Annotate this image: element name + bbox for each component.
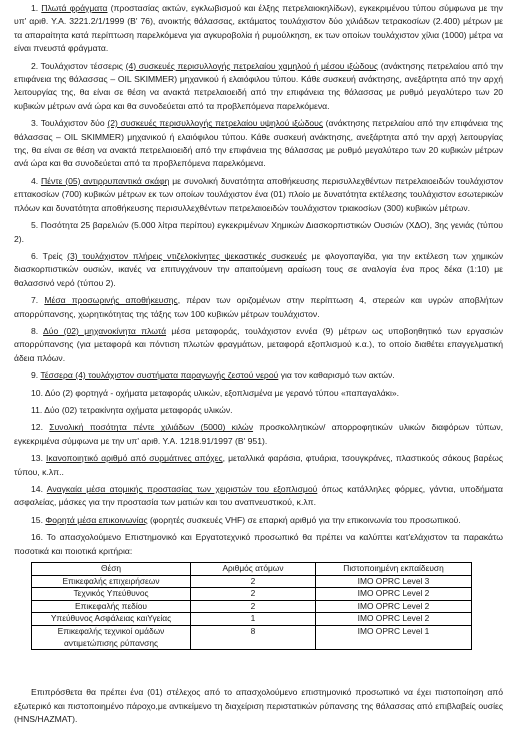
table-cell: 8 [191, 626, 316, 650]
list-item: 5. Ποσότητα 25 βαρελιών (5.000 λίτρα περίπου) εγκεκριμένων Χημικών Διασκορπιστικών Ουσιών (ΧΔΟ), 3ης γενιάς (τύπου 2). [14, 220, 503, 244]
column-header-count: Αριθμός ατόμων [191, 563, 316, 576]
requirements-list [14, 2, 503, 558]
item-text: (προστασίας ακτών, εγκλωβισμού και έλξης πετρελαιοκηλίδων), εγκεκριμένου τύπου σύμφωνα με την υπ' αριθ. Υ.Α. 3221.2/1/1999 (Β' 76), ανοικτής θάλασσας, εκτάματος τουλάχιστον δύο χιλιάδων τετρακοσίων (2.400) μέτρων με τα απαραίτητα κατά περίπτωση παρελκόμενα για αγκυροβολία ή ρυμούλκηση, εκ των οποίων τουλάχιστον χίλια (1000) μέτρα να είναι πνευστά φράγματα. [14, 3, 503, 54]
list-item: 14. Αναγκαία μέσα ατομικής προστασίας των χειριστών του εξοπλισμού όπως κατάλληλες φόρμες, γάντια, υποδήματα ασφαλείας, μάσκες για την προστασία των ματιών και του αναπνευστικού, κ.λπ. [14, 484, 503, 508]
item-text: προσκολλητικών/ απορροφητικών υλικών διαφόρων τύπων, εγκεκριμένα σύμφωνα με την υπ' αριθ. Υ.Α. 1218.91/1997 (Β' 951). [14, 422, 504, 446]
item-number: 11 [31, 404, 40, 415]
item-underlined-text: Ικανοποιητικό αριθμό από συρμάτινες απόχες [46, 453, 223, 464]
staff-requirements-table [31, 562, 472, 650]
item-text: με φλογοπαγίδα, για την εκτέλεση των χημικών διασκορπιστικών ουσιών, ικανές να επιτυγχάνουν την απαιτούμενη αραίωση τους σε αναλογία ένα προς δέκα (1:10) με θαλασσινό νερό (τύπου 2). [14, 250, 503, 288]
item-underlined-text: Συνολική ποσότητα πέντε χιλιάδων (5000) κιλών [49, 422, 254, 433]
table-row [32, 626, 472, 650]
table-cell: IMO OPRC Level 2 [316, 613, 472, 626]
item-text: με συνολική δυνατότητα αποθήκευσης περισυλλεχθέντων πετρελαιοειδών τουλάχιστον επτακοσίων (700) κυβικών μέτρων εκ των οποίων τουλάχιστον ένα (01) πλοίο με δυνατότητα εκτέλεσης τουλάχιστον εσωτερικών πλόων και δυνατότητα αποθήκευσης περισυλλεχθέντων πετρελαιοειδών τουλάχιστον τριακοσίων (300) κυβικών μέτρων. [14, 175, 504, 213]
list-item: 4. Πέντε (05) αντιρρυπαντικά σκάφη με συνολική δυνατότητα αποθήκευσης περισυλλεχθέντων πετρελαιοειδών τουλάχιστον επτακοσίων (700) κυβικών μέτρων εκ των οποίων τουλάχιστον ένα (01) πλοίο με δυνατότητα εκτέλεσης τουλάχιστον εσωτερικών πλόων και δυνατότητα αποθήκευσης περισυλλεχθέντων πετρελαιοειδών τουλάχιστον τριακοσίων (300) κυβικών μέτρων. [14, 175, 504, 213]
item-number: 1 [31, 3, 36, 13]
blank-space [14, 650, 503, 686]
table-cell: IMO OPRC Level 2 [316, 588, 472, 601]
list-item: 9. Τέσσερα (4) τουλάχιστον συστήματα παραγωγής ζεστού νερού για τον καθαρισμό των ακτών. [31, 370, 395, 381]
list-item: 13. Ικανοποιητικό αριθμό από συρμάτινες απόχες, μεταλλικά φαράσια, φτυάρια, τσουγκράνες, πλαστικούς σάκους βαρέως τύπου, κ.λπ.. [14, 453, 504, 477]
item-number: 10 [31, 387, 41, 398]
table-cell: IMO OPRC Level 3 [316, 575, 472, 588]
list-item: 7. Μέσα προσωρινής αποθήκευσης, πέραν των οριζομένων στην περίπτωση 4, στερεών και υγρών αποβλήτων απορρύπανσης, χωρητικότητας της τάξης των 100 κυβικών μέτρων τουλάχιστον. [14, 295, 503, 319]
item-underlined-text: Πέντε (05) αντιρρυπαντικά σκάφη [40, 175, 170, 186]
item-underlined-text: (4) συσκευές περισυλλογής πετρελαίου χαμηλού ή μέσου ιξώδους [125, 60, 379, 71]
list-item: 6. Τρείς (3) τουλάχιστον πλήρεις ντιζελοκίνητες ψεκαστικές συσκευές με φλογοπαγίδα, για την εκτέλεση των χημικών διασκορπιστικών ουσιών, ικανές να επιτυγχάνουν την απαιτούμενη αραίωση τους σε αναλογία ένα προς δέκα (1:10) με θαλασσινό νερό (τύπου 2). [14, 250, 503, 288]
item-text: Ποσότητα 25 βαρελιών (5.000 λίτρα περίπου) εγκεκριμένων Χημικών Διασκορπιστικών Ουσιών (ΧΔΟ), 3ης γενιάς (τύπου 2). [14, 220, 503, 244]
list-item: 12. Συνολική ποσότητα πέντε χιλιάδων (5000) κιλών προσκολλητικών/ απορροφητικών υλικών διαφόρων τύπων, εγκεκριμένα σύμφωνα με την υπ' αριθ. Υ.Α. 1218.91/1997 (Β' 951). [14, 422, 504, 446]
item-number: 4 [31, 175, 36, 186]
list-item: 8. Δύο (02) μηχανοκίνητα πλωτά μέσα μεταφοράς, τουλάχιστον εννέα (9) μέτρων ως υποβοηθητικό των εργασιών απορρύπανσης (για μεταφορά και πόντιση πλωτών φραγμάτων, μεταφορά εξοπλισμού κ.α.), το οποίο διαθέτει επαγγελματική άδεια πλόων. [14, 325, 503, 363]
table-cell: Τεχνικός Υπεύθυνος [32, 588, 191, 601]
item-number: 14 [31, 484, 41, 494]
table-cell: Επικεφαλής πεδίου [32, 600, 191, 613]
table-cell: 2 [191, 588, 316, 601]
item-number: 16 [31, 532, 41, 543]
item-number: 5 [31, 220, 36, 231]
item-underlined-text: (3) τουλάχιστον πλήρεις ντιζελοκίνητες ψεκαστικές συσκευές [67, 250, 308, 261]
item-text: για τον καθαρισμό των ακτών. [278, 370, 395, 381]
table-cell: Επικεφαλής τεχνικοί ομάδων αντιμετώπισης ρύπανσης [32, 626, 191, 650]
item-underlined-text: Πλωτά φράγματα [41, 3, 108, 13]
table-cell: 2 [191, 600, 316, 613]
item-underlined-text: Φορητά μέσα επικοινωνίας [45, 514, 148, 525]
list-item: 3. Τουλάχιστον δύο (2) συσκευές περισυλλογής πετρελαίου υψηλού ιξώδους (ανάκτησης πετρελαίου από την επιφάνεια της θάλασσας – OIL SKIMMER) μηχανικού ή ελαιόφιλου τύπου. Κάθε συσκευή ανάκτησης, ανεξάρτητα από την αρχή λειτουργίας της, θα είναι σε θέση να ανακτά πετρελαιοειδή από την επιφάνεια της θάλασσας με ρυθμό μεγαλύτερο των 20 κυβικών μέτρων ανά ώρα και θα συνοδεύεται από τα προβλεπόμενα παρελκόμενα. [14, 118, 504, 169]
list-item: 10. Δύο (2) φορτηγά - οχήματα μεταφοράς υλικών, εξοπλισμένα με γερανό τύπου «παπαγαλάκι». [31, 387, 400, 398]
item-text: Το απασχολούμενο Επιστημονικό και Εργατοτεχνικό προσωπικό θα πρέπει να καλύπτει κατ'ελάχιστον τα παρακάτω ποσοτικά και ποιοτικά κριτήρια: [14, 532, 504, 556]
item-number: 12 [31, 422, 41, 433]
list-item: 1. Πλωτά φράγματα (προστασίας ακτών, εγκλωβισμού και έλξης πετρελαιοκηλίδων), εγκεκριμένου τύπου σύμφωνα με την υπ' αριθ. Υ.Α. 3221.2/1/1999 (Β' 76), ανοικτής θάλασσας, εκτάματος τουλάχιστον δύο χιλιάδων τετρακοσίων (2.400) μέτρων με τα απαραίτητα κατά περίπτωση παρελκόμενα για αγκυροβολία ή ρυμούλκηση, εκ των οποίων τουλάχιστον χίλια (1000) μέτρα να είναι πνευστά φράγματα. [14, 3, 503, 54]
item-number: 13 [31, 453, 41, 464]
item-text: Δύο (02) τετρακίνητα οχήματα μεταφοράς υλικών. [44, 404, 233, 415]
table-cell: IMO OPRC Level 2 [316, 600, 472, 613]
list-item: 2. Τουλάχιστον τέσσερις (4) συσκευές περισυλλογής πετρελαίου χαμηλού ή μέσου ιξώδους (ανάκτησης πετρελαίου από την επιφάνεια της θάλασσας – OIL SKIMMER) μηχανικού ή ελαιόφιλου τύπου. Κάθε συσκευή ανάκτησης, ανεξάρτητα από την αρχή λειτουργίας της, θα είναι σε θέση να ανακτά πετρελαιοειδή από την επιφάνεια της θάλασσας με ρυθμό μεγαλύτερο των 20 κυβικών μέτρων ανά ώρα και θα συνοδεύεται από τα προβλεπόμενα παρελκόμενα. [14, 60, 504, 111]
item-underlined-text: Δύο (02) μηχανοκίνητα πλωτά [43, 325, 167, 336]
list-item: 11. Δύο (02) τετρακίνητα οχήματα μεταφοράς υλικών. [31, 404, 233, 415]
item-text: Τρείς [42, 250, 68, 261]
item-underlined-text: Τέσσερα (4) τουλάχιστον συστήματα παραγωγής ζεστού νερού [40, 370, 279, 381]
list-item: 16. Το απασχολούμενο Επιστημονικό και Εργατοτεχνικό προσωπικό θα πρέπει να καλύπτει κατ'ελάχιστον τα παρακάτω ποσοτικά και ποιοτικά κριτήρια: [14, 532, 504, 556]
item-text: μέσα μεταφοράς, τουλάχιστον εννέα (9) μέτρων ως υποβοηθητικό των εργασιών απορρύπανσης (για μεταφορά και πόντιση πλωτών φραγμάτων, μεταφορά εξοπλισμού κ.α.), το οποίο διαθέτει επαγγελματική άδεια πλόων. [14, 325, 503, 363]
item-text: (ανάκτησης πετρελαίου από την επιφάνεια της θάλασσας – OIL SKIMMER) μηχανικού ή ελαιόφιλου τύπου. Κάθε συσκευή ανάκτησης, ανεξάρτητα από την αρχή λειτουργίας της, θα είναι σε θέση να ανακτά πετρελαιοειδή από την επιφάνεια της θάλασσας με ρυθμό μεγαλύτερο των 20 κυβικών μέτρων ανά ώρα και θα συνοδεύεται από τα προβλεπόμενα παρελκόμενα. [14, 60, 504, 111]
item-text: (φορητές συσκευές VHF) σε επαρκή αριθμό για την επικοινωνία του προσωπικού. [147, 514, 461, 525]
item-underlined-text: Αναγκαία μέσα ατομικής προστασίας των χειριστών του εξοπλισμού [46, 484, 318, 494]
item-underlined-text: (2) συσκευές περισυλλογής πετρελαίου υψηλού ιξώδους [107, 118, 323, 129]
item-text: (ανάκτησης πετρελαίου από την επιφάνεια της θάλασσας – OIL SKIMMER) μηχανικού ή ελαιόφιλου τύπου. Κάθε συσκευή ανάκτησης, ανεξάρτητα από την αρχή λειτουργίας της, θα είναι σε θέση να ανακτά πετρελαιοειδή από την επιφάνεια της θάλασσας με ρυθμό μεγαλύτερο των 20 κυβικών μέτρων ανά ώρα και θα συνοδεύεται από τα προβλεπόμενα παρελκόμενα. [14, 118, 504, 169]
table-cell: Επικεφαλής επιχειρήσεων [32, 575, 191, 588]
item-text: , μεταλλικά φαράσια, φτυάρια, τσουγκράνες, πλαστικούς σάκους βαρέως τύπου, κ.λπ.. [14, 453, 504, 477]
table-row [32, 600, 472, 613]
closing-paragraph: Επιπρόσθετα θα πρέπει ένα (01) στέλεχος από το απασχολούμενο επιστημονικό προσωπικό να έχει πιστοποίηση από εξωτερικό και πιστοποιημένο πάροχο,με αντικείμενο τη διαχείριση περιστατικών ρύπανσης της θάλασσας από επιβλαβείς ουσίες (HNS/HAZMAT). [14, 687, 503, 724]
item-number: 8 [31, 325, 36, 336]
table-row [32, 588, 472, 601]
item-number: 3 [31, 118, 36, 129]
item-number: 9 [31, 370, 36, 381]
item-number: 2 [31, 60, 36, 71]
item-text: Τουλάχιστον δύο [40, 118, 108, 129]
item-number: 15 [31, 514, 41, 525]
item-text: Δύο (2) φορτηγά - οχήματα μεταφοράς υλικών, εξοπλισμένα με γερανό τύπου «παπαγαλάκι». [44, 387, 400, 398]
item-text: όπως κατάλληλες φόρμες, γάντια, υποδήματα ασφαλείας, μάσκες για την προστασία των ματιών και του αναπνευστικού, κ.λπ. [14, 484, 503, 508]
table-cell: IMO OPRC Level 1 [316, 626, 472, 650]
item-text: , πέραν των οριζομένων στην περίπτωση 4, στερεών και υγρών αποβλήτων απορρύπανσης, χωρητικότητας της τάξης των 100 κυβικών μέτρων τουλάχιστον. [14, 295, 503, 319]
table-cell: Υπεύθυνος Ασφάλειας καιΥγείας [32, 613, 191, 626]
table-cell: 2 [191, 575, 316, 588]
table-row [32, 613, 472, 626]
list-item: 15. Φορητά μέσα επικοινωνίας (φορητές συσκευές VHF) σε επαρκή αριθμό για την επικοινωνία του προσωπικού. [31, 514, 461, 525]
item-number: 7 [31, 295, 36, 306]
table-header-row [32, 563, 472, 576]
item-number: 6 [31, 250, 36, 261]
column-header-training: Πιστοποιημένη εκπαίδευση [316, 563, 472, 576]
item-text: Τουλάχιστον τέσσερις [40, 60, 126, 71]
item-underlined-text: Μέσα προσωρινής αποθήκευσης [44, 295, 178, 306]
table-row [32, 575, 472, 588]
document-page [14, 2, 503, 730]
table-cell: 1 [191, 613, 316, 626]
column-header-position: Θέση [32, 563, 191, 576]
